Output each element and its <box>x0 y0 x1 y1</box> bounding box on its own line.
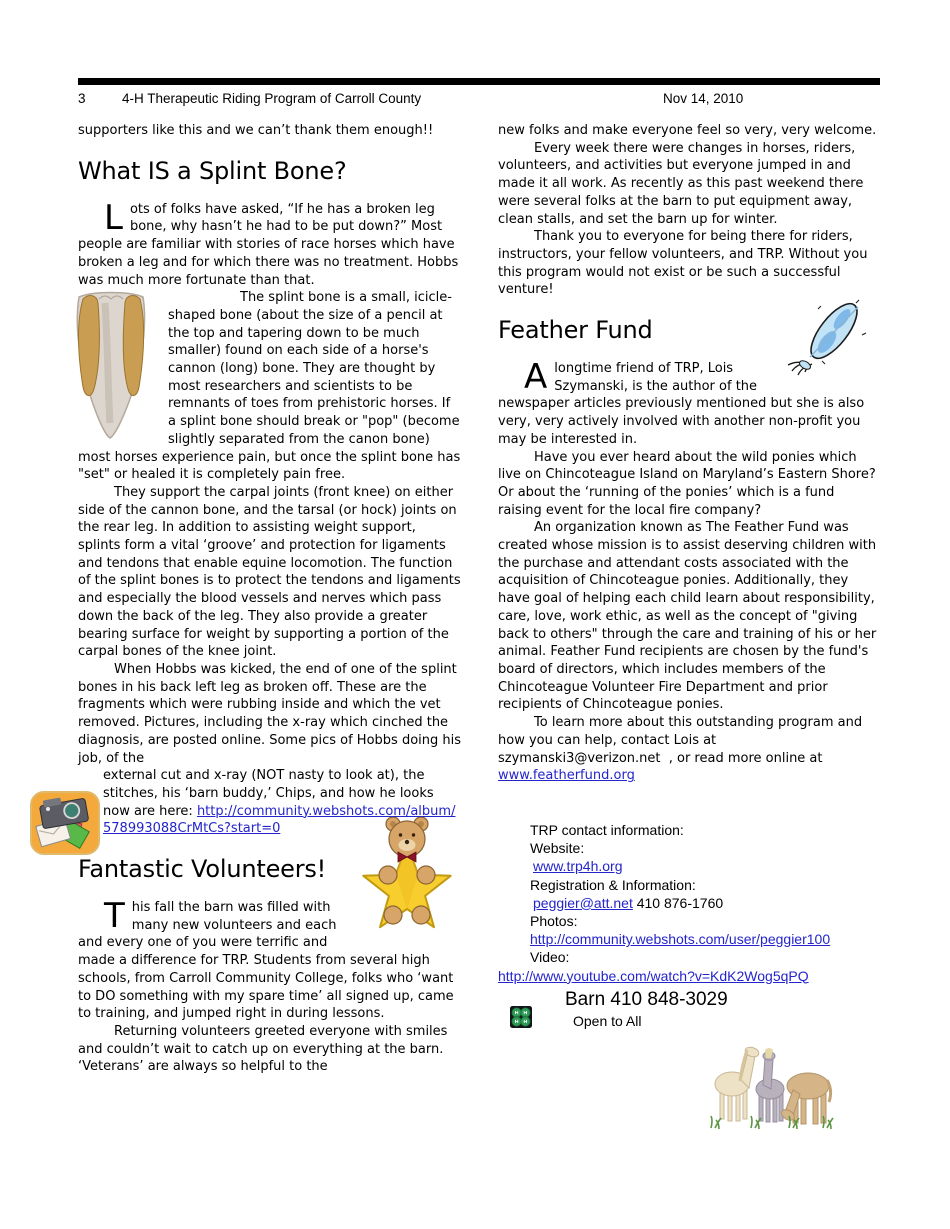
feather-paragraph-2: Have you ever heard about the wild ponies which live on Chincoteague Island on Maryland’s Eastern Shore? Or about the ‘running of the ponies’ which is a fund raising event for the local fire company? <box>498 449 876 518</box>
volunteers-heading: Fantastic Volunteers! <box>78 855 327 884</box>
feather-paragraph-1: Alongtime friend of TRP, Lois Szymanski, is the author of the newspaper articles previously mentioned but she is also very, very actively involved with another non-profit you may be interested in. <box>498 357 865 447</box>
feather-paragraph-3: An organization known as The Feather Fund was created whose mission is to assist deserving children with the purchase and attendant costs associated with the acquisition of Chincoteague ponies. Additionally, they have goal of helping each child learn about responsibility, care, love, work ethic, as well as the concept of "giving back to others" through the care and training of his or her animal. Feather Fund recipients are chosen by the fund's board of directors, which includes members of the Chincoteague Volunteer Fire Department and prior recipients of Chincoteague ponies. <box>498 520 877 713</box>
newsletter-title: 4-H Therapeutic Riding Program of Carroll County <box>122 91 422 106</box>
trp-contact-block <box>498 821 882 1030</box>
intro-paragraph: supporters like this and we can’t thank them enough!! <box>78 123 434 138</box>
weekly-changes-paragraph: Every week there were changes in horses, riders, volunteers, and activities but everyone jumped in and made it all work. As recently as this past weekend there were several folks at the barn to put equipment away, clean stalls, and set the barn up for winter. <box>498 140 864 227</box>
feather-illustration <box>772 295 882 383</box>
header-rule <box>78 78 880 85</box>
photos-label: Photos: <box>530 912 578 929</box>
splint-bone-illustration-icon <box>63 291 160 441</box>
registration-email-link[interactable]: peggier@att.net <box>533 894 633 911</box>
splint-paragraph-1: Lots of folks have asked, “If he has a broken leg bone, why hasn’t he had to be put down?” Most people are familiar with stories of race horses which have broken a leg and for which there was no treatment. Hobbs was much more fortunate than that. <box>78 197 459 288</box>
video-label: Video: <box>530 949 570 966</box>
camera-photos-icon <box>30 791 100 855</box>
volunteers-paragraph-1: This fall the barn was filled with many new volunteers and each and every one of you were terrific and made a difference for TRP. Students from several high schools, from Carroll Community College, folks who ‘want to DO something with my spare time’ all signed up, came to training, and jumped right in during lessons. <box>78 896 454 1022</box>
website-label: Website: <box>530 840 585 857</box>
featherfund-link[interactable]: www.featherfund.org <box>498 768 635 784</box>
open-to-all-label: Open to All <box>573 1012 642 1029</box>
issue-date: Nov 14, 2010 <box>663 91 744 106</box>
page-number: 3 <box>78 91 86 106</box>
4h-clover-icon <box>510 1006 532 1028</box>
splint-paragraph-4: When Hobbs was kicked, the end of one of the splint bones in his back left leg as broken off. These are the fragments which were rubbing inside and which the vet removed. Pictures, including the x-ray which cinched the diagnosis, are posted online. Some pics of Hobbs doing his job, of the <box>78 661 462 766</box>
feather-fund-heading: Feather Fund <box>498 316 653 345</box>
splint-paragraph-4-continued: external cut and x-ray (NOT nasty to look at), the stitches, his ‘barn buddy,’ Chips, and how he looks now are here: http://community.webshots.com/album/578993088CrMtCs?start=0 <box>103 767 462 838</box>
registration-phone: 410 876-1760 <box>636 894 724 911</box>
welcome-paragraph: new folks and make everyone feel so very, very welcome. <box>498 123 877 138</box>
webshots-album-link[interactable]: http://community.webshots.com/album/578993088CrMtCs?start=0 <box>103 803 456 837</box>
page-header <box>78 91 880 109</box>
barn-phone: Barn 410 848-3029 <box>565 988 728 1010</box>
drop-cap-L: L <box>104 197 123 238</box>
contact-title: TRP contact information: <box>530 821 684 838</box>
open-to-all-row <box>498 1012 882 1030</box>
splint-bone-heading: What IS a Splint Bone? <box>78 156 347 185</box>
drop-cap-A: A <box>524 357 548 398</box>
thank-you-paragraph: Thank you to everyone for being there for riders, instructors, your fellow volunteers, and TRP. Without you this program would not exist or be such a successful venture! <box>498 229 868 298</box>
video-link[interactable]: http://www.youtube.com/watch?v=KdK2Wog5qPQ <box>498 967 809 984</box>
feather-paragraph-4: To learn more about this outstanding program and how you can help, contact Lois at szymanski3@verizon.net , or read more online at www.featherfund.org <box>498 715 863 784</box>
registration-label: Registration & Information: <box>530 876 696 893</box>
three-ponies-illustration <box>703 1036 838 1131</box>
volunteers-paragraph-2: Returning volunteers greeted everyone with smiles and couldn’t wait to catch up on everything at the barn. ‘Veterans’ are always so helpful to the <box>78 1023 448 1075</box>
right-column <box>498 122 882 1131</box>
photos-link[interactable]: http://community.webshots.com/user/peggier100 <box>530 931 831 948</box>
drop-cap-T: T <box>104 896 125 937</box>
trp-website-link[interactable]: www.trp4h.org <box>533 858 623 875</box>
left-column <box>78 122 462 1076</box>
splint-paragraph-3: They support the carpal joints (front knee) on either side of the cannon bone, and the tarsal (or hock) joints on the rear leg. In addition to assisting weight support, splints form a vital ‘groove’ and protection for ligaments and tendons that enable equine locomotion. The function of the splint bones is to protect the tendons and ligaments and especially the blood vessels and nerves which pass down the back of the leg. They also provide a greater bearing surface for weight by supporting a portion of the carpal bones of the knee joint. <box>78 484 461 660</box>
splint-paragraph-2: The splint bone is a small, icicle-shaped bone (about the size of a pencil at the top and tapering down to be much smaller) found on each side of a horse's cannon (long) bone. They are thought by most researchers and scientists to be remnants of toes from prehistoric horses. If a splint bone should break or "pop" (become slightly separated from the canon bone) most horses experience pain, but once the splint bone has "set" or healed it is completely pain free. <box>78 289 462 484</box>
